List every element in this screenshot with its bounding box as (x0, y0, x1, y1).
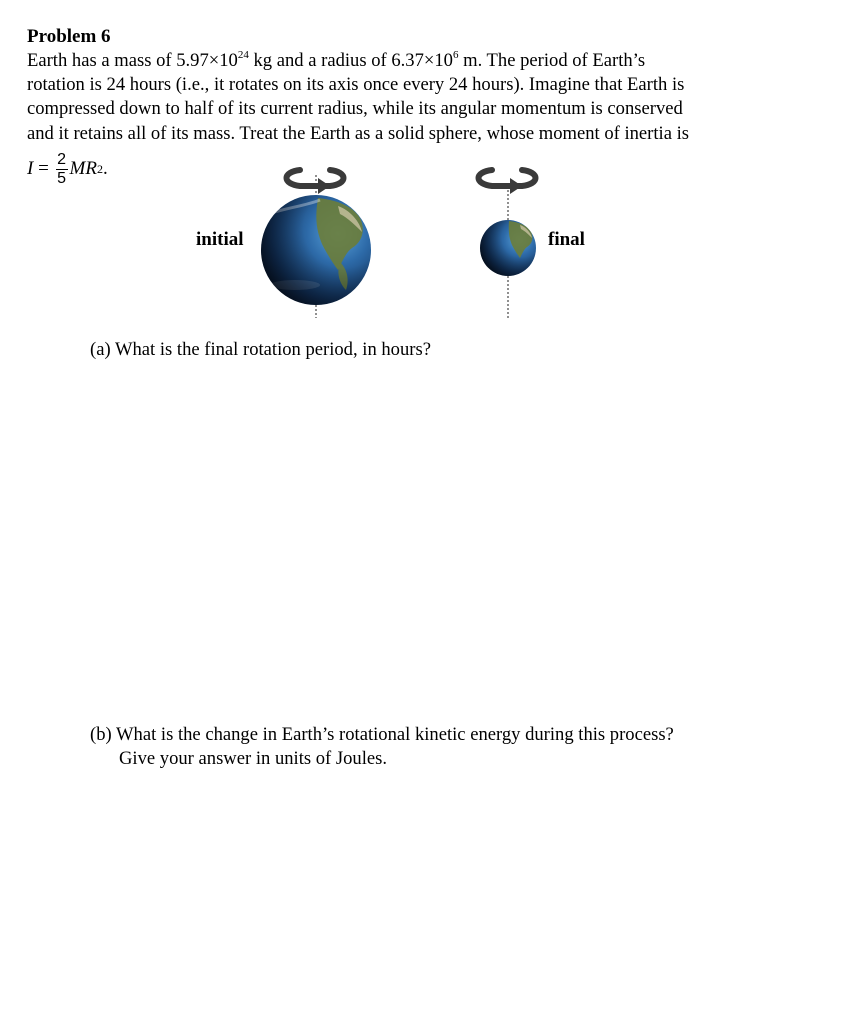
mass-suffix: m. The period of Earth’s (458, 50, 646, 71)
formula-mr: MR (69, 158, 97, 179)
fraction-numerator: 2 (57, 150, 66, 168)
mass-prefix: Earth has a mass of 5.97×10 (27, 50, 238, 71)
initial-label: initial (196, 229, 244, 250)
final-label: final (548, 229, 585, 250)
final-earth (480, 220, 536, 276)
formula-tail: . (102, 158, 108, 179)
formula-equals: = (33, 158, 54, 179)
radius-exponent: 6 (452, 48, 459, 61)
problem-title: Problem 6 (27, 26, 111, 47)
initial-earth (261, 195, 371, 305)
mass-exponent: 24 (237, 48, 249, 61)
initial-rotation-arrow-icon (287, 170, 344, 194)
question-b-line-2: Give your answer in units of Joules. (119, 748, 388, 769)
statement-line-3: compressed down to half of its current radius, while its angular momentum is conserved (27, 98, 683, 120)
formula-lhs: I (27, 158, 34, 179)
question-b (90, 723, 674, 771)
earth-figure (0, 0, 847, 330)
question-b-line-1: (b) What is the change in Earth’s rotational kinetic energy during this process? (90, 724, 674, 745)
formula-exponent: 2 (96, 161, 103, 176)
question-a: (a) What is the final rotation period, in hours? (90, 339, 431, 360)
fraction-denominator: 5 (57, 169, 66, 187)
statement-line-2: rotation is 24 hours (i.e., it rotates on its axis once every 24 hours). Imagine that Earth is (27, 74, 685, 96)
mass-mid: kg and a radius of 6.37×10 (248, 50, 453, 71)
final-rotation-arrow-icon (479, 170, 536, 194)
statement-line-4: and it retains all of its mass. Treat the Earth as a solid sphere, whose moment of inertia is (27, 122, 690, 144)
